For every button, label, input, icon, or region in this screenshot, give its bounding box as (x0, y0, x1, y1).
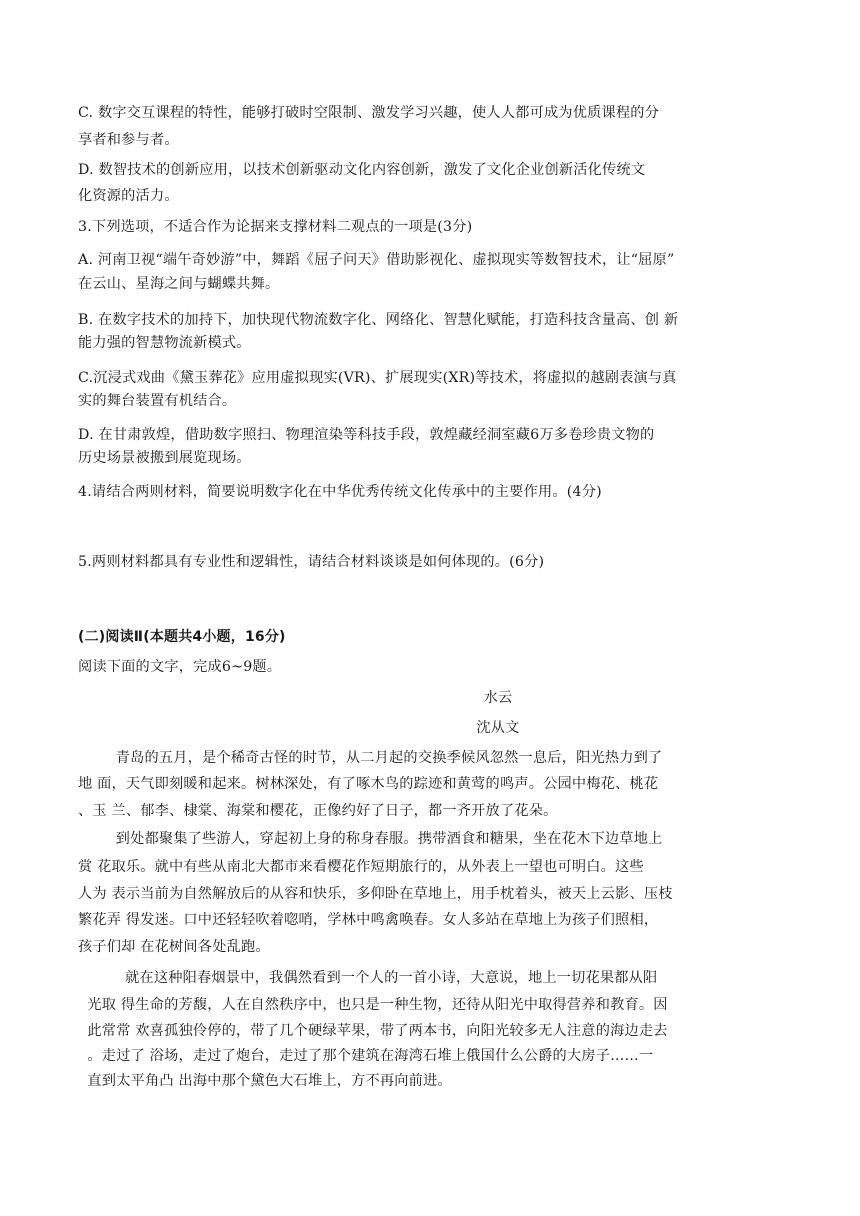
q3-option-d-line-1: D. 在甘肃敦煌，借助数字照扫、物理渲染等科技手段，敦煌藏经洞室藏6万多卷珍贵文物的 (78, 427, 655, 443)
paragraph-2-line-4: 繁花弄 得发迷。口中还轻轻吹着唿哨，学林中鸣禽唤春。女人多站在草地上为孩子们照相， (78, 912, 659, 928)
passage-title: 水云 (483, 690, 513, 706)
paragraph-3-line-3: 此常常 欢喜孤独伶停的，带了几个硬绿苹果，带了两本书，向阳光较多无人注意的海边走去 (78, 1023, 668, 1039)
q3-option-d-line-2: 历史场景被搬到展览现场。 (78, 450, 251, 466)
q2-option-d-line-1: D. 数智技术的创新应用，以技术创新驱动文化内容创新，激发了文化企业创新活化传统文 (78, 162, 646, 178)
q5-stem: 5.两则材料都具有专业性和逻辑性，请结合材料谈谈是如何体现的。(6分) (78, 554, 545, 570)
passage-author: 沈从文 (476, 720, 520, 736)
q2-option-c-line-1: C. 数字交互课程的特性，能够打破时空限制、激发学习兴趣，使人人都可成为优质课程的分 (78, 105, 660, 121)
q3-option-a-line-1: A. 河南卫视“端午奇妙游”中，舞蹈《屈子问天》借助影视化、虚拟现实等数智技术，让“屈原” (78, 252, 675, 268)
paragraph-1-line-1: 青岛的五月，是个稀奇古怪的时节，从二月起的交换季候风忽然一息后，阳光热力到了 (78, 750, 663, 766)
q4-stem: 4.请结合两则材料，简要说明数字化在中华优秀传统文化传承中的主要作用。(4分) (78, 484, 602, 500)
q3-option-c-line-1: C.沉浸式戏曲《黛玉葬花》应用虚拟现实(VR)、扩展现实(XR)等技术，将虚拟的越剧表演与真 (78, 370, 677, 386)
paragraph-3-line-1: 就在这种阳春烟景中，我偶然看到一个人的一首小诗，大意说，地上一切花果都从阳 (78, 970, 658, 986)
paragraph-2-line-1: 到处都聚集了些游人，穿起初上身的称身春服。携带酒食和糖果，坐在花木下边草地上 (78, 831, 663, 847)
paragraph-2-line-2: 赏 花取乐。就中有些从南北大都市来看樱花作短期旅行的，从外表上一望也可明白。这些 (78, 859, 644, 875)
q3-option-b-line-2: 能力强的智慧物流新模式。 (78, 335, 251, 351)
paragraph-2-line-5: 孩子们却 在花树间各处乱跑。 (78, 939, 270, 955)
paragraph-1-line-2: 地 面，天气即刻暖和起来。树林深处，有了啄木鸟的踪迹和黄莺的鸣声。公园中梅花、桃花 (78, 776, 659, 792)
section-heading: (二)阅读Ⅱ(本题共4小题，16分) (78, 629, 286, 645)
q2-option-d-line-2: 化资源的活力。 (78, 188, 179, 204)
section-instruction: 阅读下面的文字，完成6~9题。 (78, 659, 282, 675)
q3-option-b-line-1: B. 在数字技术的加持下，加快现代物流数字化、网络化、智慧化赋能，打造科技含量高、创 新 (78, 312, 679, 328)
q3-option-c-line-2: 实的舞台装置有机结合。 (78, 393, 237, 409)
q3-stem: 3.下列选项，不适合作为论据来支撑材料二观点的一项是(3分) (78, 219, 473, 235)
paragraph-3-line-5: 直到太平角凸 出海中那个黛色大石堆上，方不再向前进。 (78, 1073, 452, 1089)
paragraph-2-line-3: 人为 表示当前为自然解放后的从容和快乐，多仰卧在草地上，用手枕着头，被天上云影、压枝 (78, 886, 673, 902)
paragraph-3-line-2: 光取 得生命的芳馥，人在自然秩序中，也只是一种生物，还待从阳光中取得营养和教育。因 (78, 997, 668, 1013)
paragraph-3-line-4: 。走过了 浴场，走过了炮台，走过了那个建筑在海湾石堆上俄国什么公爵的大房子……一 (78, 1048, 654, 1064)
q3-option-a-line-2: 在云山、星海之间与蝴蝶共舞。 (78, 276, 280, 292)
q2-option-c-line-2: 享者和参与者。 (78, 132, 179, 148)
paragraph-1-line-3: 、玉 兰、郁李、棣棠、海棠和樱花，正像约好了日子，都一齐开放了花朵。 (78, 803, 558, 819)
